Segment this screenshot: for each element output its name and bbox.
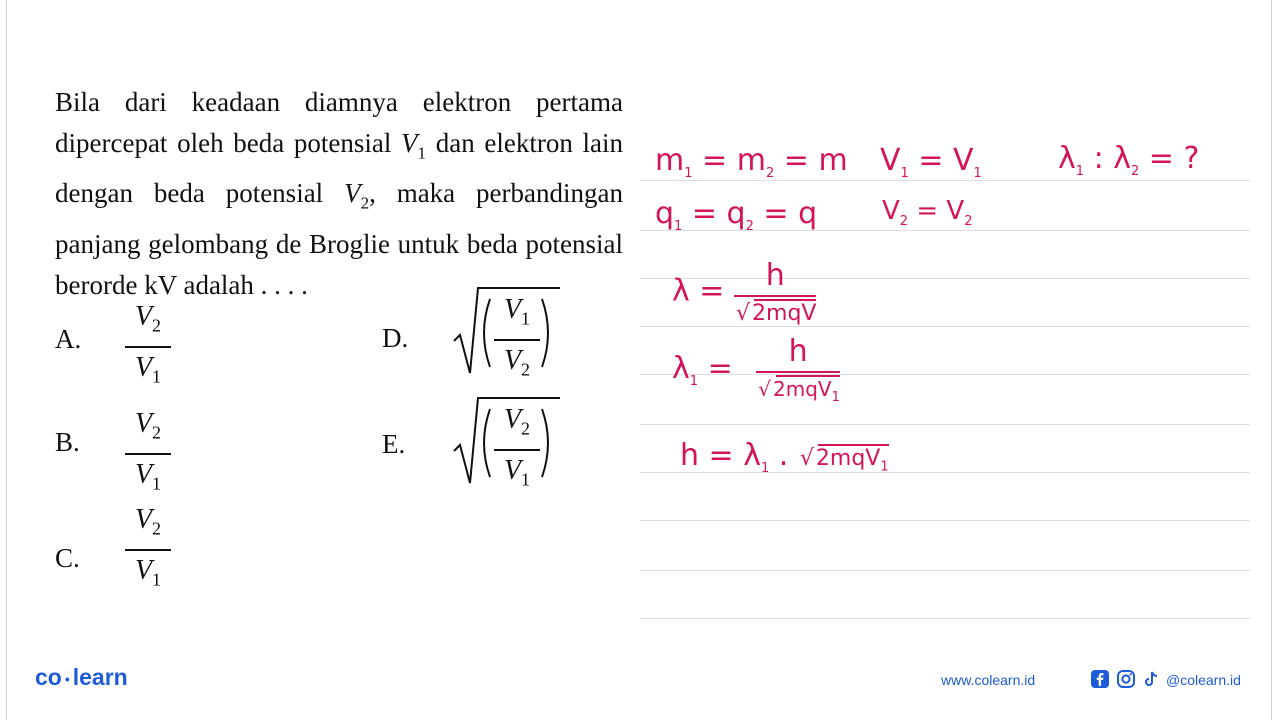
fraction: $V_1$ $V_2$	[494, 293, 540, 386]
note-charge-equal: $q_1 = q_2 = q$	[655, 196, 818, 234]
right-frame-line	[1271, 0, 1272, 720]
ruled-line	[640, 618, 1250, 619]
question-text: Bila dari keadaan diamnya elektron pertama dipercepat oleh beda potensial $V_1$ dan elektron lain dengan beda potensial $V_2$, maka perbandingan panjang gelombang de Broglie untuk beda potensial berorde kV adalah . . . .	[55, 87, 623, 300]
colearn-logo: co • learn	[35, 664, 128, 690]
fraction: $V_2$ $V_1$	[125, 407, 171, 500]
option-a[interactable]	[55, 302, 255, 392]
option-b[interactable]	[55, 408, 255, 507]
note-mass-equal: $m_1 = m_2 = m$	[655, 143, 848, 181]
note-de-broglie-formula: λ = h √ 2mqV	[672, 258, 816, 326]
ruled-line	[640, 326, 1250, 327]
note-lambda-ratio: $\lambda_1$ : $\lambda_2$ = ?	[1058, 141, 1200, 179]
option-d[interactable]	[382, 285, 582, 380]
fraction: $V_2$ $V_1$	[494, 403, 540, 496]
social-handle[interactable]: @colearn.id	[1166, 672, 1241, 688]
option-e[interactable]	[382, 395, 582, 490]
website-url[interactable]: www.colearn.id	[941, 672, 1036, 688]
option-letter: C.	[55, 543, 80, 573]
ruled-line	[640, 424, 1250, 425]
fraction: $V_2$ $V_1$	[125, 300, 171, 393]
note-h-formula: $h = \lambda_1$ . √ 2mqV$_1$	[680, 438, 889, 476]
facebook-icon[interactable]	[1090, 669, 1110, 689]
option-letter: E.	[382, 429, 406, 459]
tiktok-icon[interactable]	[1142, 669, 1162, 689]
ruled-line	[640, 570, 1250, 571]
option-c[interactable]	[55, 504, 255, 599]
option-letter: D.	[382, 323, 409, 353]
left-frame-line	[6, 0, 7, 720]
instagram-icon[interactable]	[1116, 669, 1136, 689]
fraction: $V_2$ $V_1$	[125, 503, 171, 596]
option-letter: A.	[55, 324, 82, 354]
note-voltage-2: $V_2 = V_2$	[882, 196, 973, 230]
ruled-line	[640, 520, 1250, 521]
option-letter: B.	[55, 427, 80, 457]
note-voltage-1: $V_1 = V_1$	[880, 143, 982, 181]
note-lambda1-formula: $\lambda_1$ = h √ 2mqV$_1$	[672, 334, 840, 405]
